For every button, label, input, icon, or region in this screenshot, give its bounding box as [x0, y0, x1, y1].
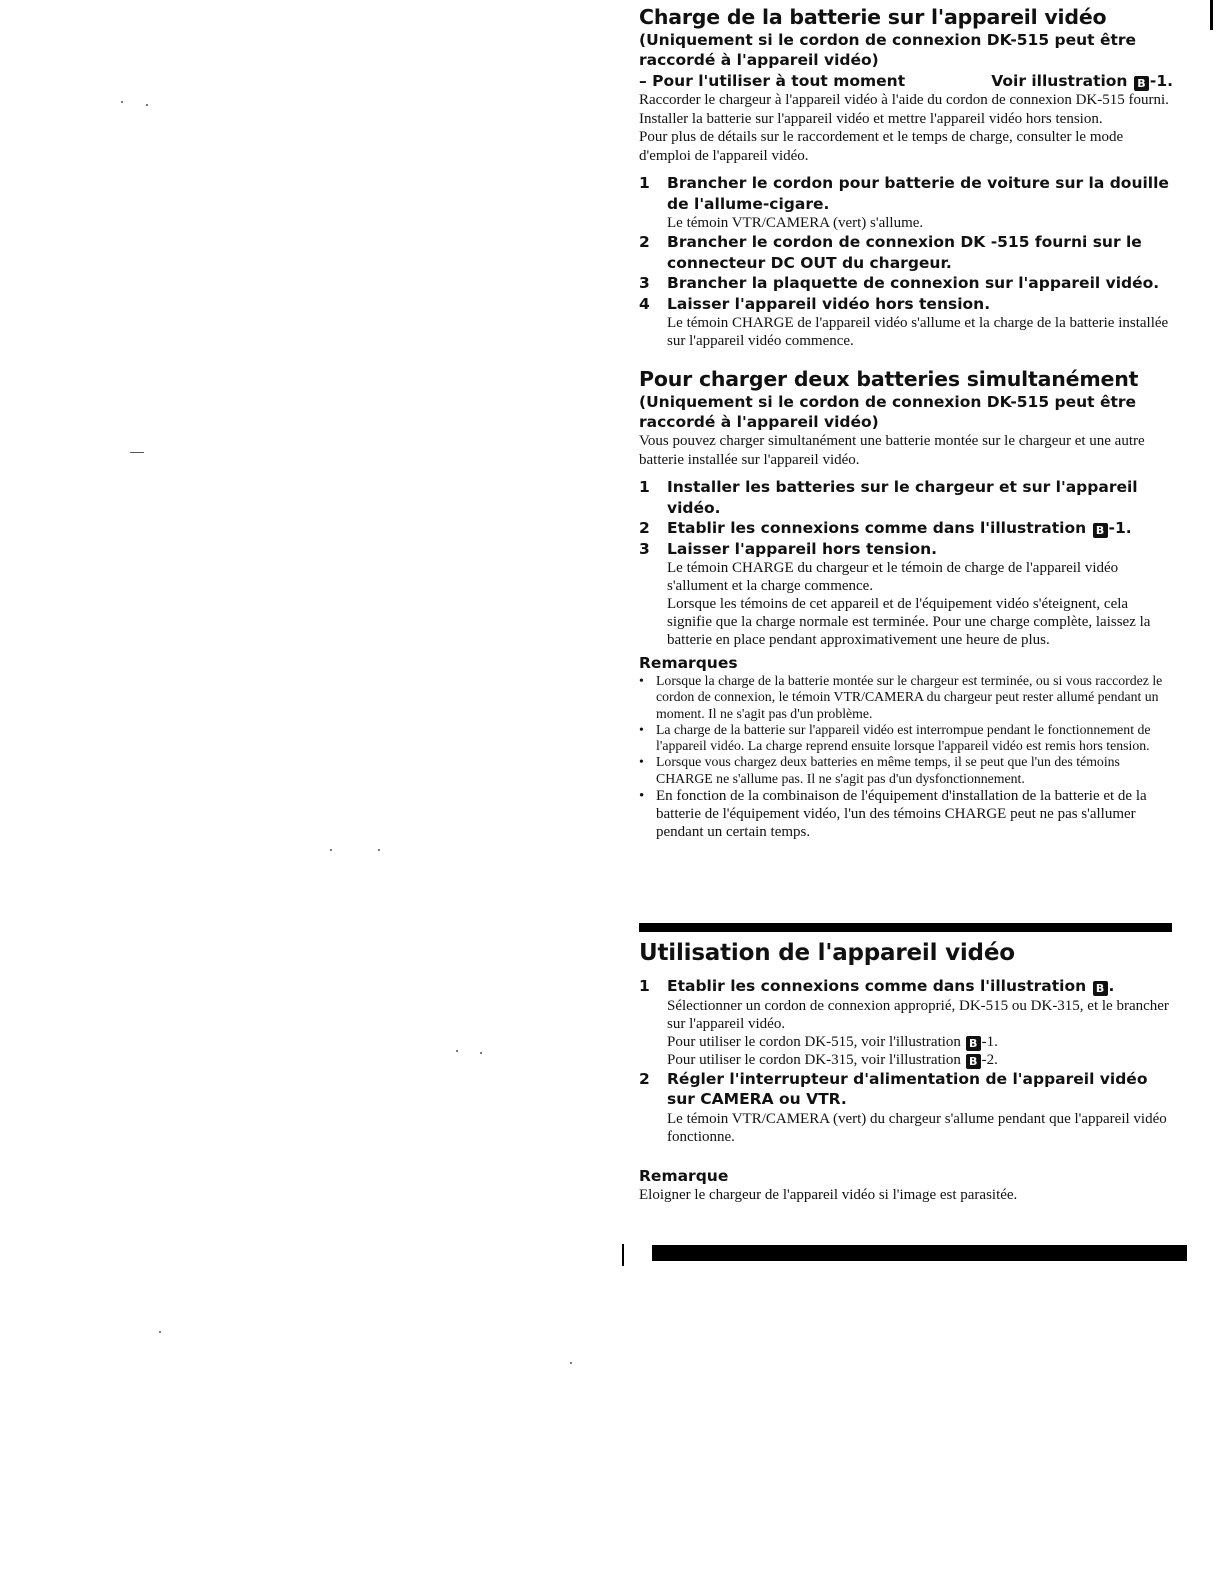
section-title: Utilisation de l'appareil vidéo — [639, 940, 1015, 966]
section-use-video — [639, 938, 1173, 1204]
step-3: 3 Laisser l'appareil hors tension. Le témoin CHARGE du chargeur et le témoin de charge de l'appareil vidéo s'allument et la charge commence. Lorsque les témoins de cet appareil et de l'équipement vidéo s'éteignent, cela signifie que la charge normale est terminée. Pour une charge complète, laissez la batterie en place pendant approximativement une heure de plus. — [639, 539, 1151, 648]
note-item: • Lorsque vous chargez deux batteries en même temps, il se peut que l'un des témoins CHARGE ne s'allume pas. Il ne s'agit pas d'un dysfonctionnement. — [639, 754, 1120, 786]
bullet-icon: • — [639, 754, 644, 770]
section-divider — [639, 923, 1172, 932]
bullet-icon: • — [639, 788, 645, 805]
step-3: 3 Brancher la plaquette de connexion sur l'appareil vidéo. — [639, 274, 1160, 292]
page-column-lower — [639, 938, 1173, 1204]
steps-list — [639, 173, 1173, 350]
scan-speck — [146, 104, 148, 106]
step-1: 1 Installer les batteries sur le chargeur et sur l'appareil vidéo. — [639, 478, 1138, 517]
section-two-batteries — [639, 366, 1173, 841]
paragraph: Vous pouvez charger simultanément une batterie montée sur le chargeur et une autre batterie installée sur l'appareil vidéo. — [639, 433, 1145, 468]
step-4: 4 Laisser l'appareil vidéo hors tension. Le témoin CHARGE de l'appareil vidéo s'allume et la charge de la batterie installée sur l'appareil vidéo commence. — [639, 294, 1169, 349]
paragraph: Raccorder le chargeur à l'appareil vidéo à l'aide du cordon de connexion DK-515 fourni. Installer la batterie sur l'appareil vidéo et mettre l'appareil vidéo hors tension. — [639, 92, 1169, 127]
footer-bar — [652, 1245, 1187, 1261]
note-item: • Lorsque la charge de la batterie montée sur le chargeur est terminée, ou si vous raccordez le cordon de connexion, le témoin VTR/CAMERA du chargeur peut rester allumé pendant un moment. Il ne s'agit pas d'un problème. — [639, 673, 1163, 721]
scan-speck — [330, 849, 332, 851]
section-subtitle: (Uniquement si le cordon de connexion DK-515 peut être raccordé à l'appareil vidéo) — [639, 393, 1137, 431]
usage-label: – Pour l'utiliser à tout moment — [639, 72, 906, 90]
step-1: 1 Etablir les connexions comme dans l'illustration B . Sélectionner un cordon de connexion approprié, DK-515 ou DK-315, et le brancher sur l'appareil vidéo. Pour utiliser le cordon DK-515, voir l'illustration B -1. Pour utiliser le cordon DK-315, voir l'illustration B -2. — [639, 977, 1169, 1068]
notes-list — [639, 673, 1173, 841]
illustration-b-icon: B — [1134, 76, 1149, 91]
step-2: 2 Brancher le cordon de connexion DK -515 fourni sur le connecteur DC OUT du chargeur. — [639, 233, 1142, 272]
step-2: 2 Etablir les connexions comme dans l'illustration B -1. — [639, 519, 1132, 537]
note-item: • En fonction de la combinaison de l'équipement d'installation de la batterie et de la batterie de l'équipement vidéo, l'un des témoins CHARGE peut ne pas s'allumer pendant un certain temps. — [639, 788, 1147, 841]
note-item: • La charge de la batterie sur l'appareil vidéo est interrompue pendant le fonctionnement de l'appareil vidéo. La charge reprend ensuite lorsque l'appareil vidéo est remis hors tension. — [639, 721, 1151, 754]
illustration-b-icon: B — [966, 1054, 981, 1069]
page-column — [639, 4, 1173, 841]
scan-speck — [480, 1052, 482, 1054]
note-text: Eloigner le chargeur de l'appareil vidéo si l'image est parasitée. — [639, 1186, 1018, 1203]
steps-list — [639, 976, 1173, 1146]
steps-list — [639, 477, 1173, 649]
note-title: Remarque — [639, 1166, 729, 1185]
scan-speck — [378, 849, 380, 851]
section-title: Pour charger deux batteries simultanément — [639, 367, 1139, 391]
illustration-b-icon: B — [1093, 523, 1108, 538]
scan-speck — [130, 452, 144, 453]
margin-mark-bottom — [622, 1244, 624, 1266]
illustration-b-icon: B — [966, 1036, 981, 1051]
scan-speck — [121, 101, 123, 103]
scan-speck — [456, 1050, 458, 1052]
scan-speck — [159, 1331, 161, 1333]
bullet-icon: • — [639, 721, 644, 737]
step-1: 1 Brancher le cordon pour batterie de voiture sur la douille de l'allume-cigare. Le témoin VTR/CAMERA (vert) s'allume. — [639, 174, 1169, 231]
paragraph: Pour plus de détails sur le raccordement et le temps de charge, consulter le mode d'emploi de l'appareil vidéo. — [639, 129, 1124, 164]
scan-speck — [570, 1362, 572, 1364]
margin-mark-top — [1210, 0, 1213, 30]
usage-row — [639, 71, 1173, 91]
notes-title: Remarques — [639, 654, 738, 672]
section-title: Charge de la batterie sur l'appareil vidéo — [639, 5, 1107, 29]
illustration-b-icon: B — [1093, 981, 1108, 996]
see-illustration: Voir illustration B -1. — [991, 72, 1173, 90]
section-subtitle: (Uniquement si le cordon de connexion DK-515 peut être raccordé à l'appareil vidéo) — [639, 31, 1137, 69]
step-2: 2 Régler l'interrupteur d'alimentation de l'appareil vidéo sur CAMERA ou VTR. Le témoin VTR/CAMERA (vert) du chargeur s'allume pendant que l'appareil vidéo fonctionne. — [639, 1069, 1167, 1145]
section-charge-on-video — [639, 4, 1173, 350]
bullet-icon: • — [639, 673, 644, 688]
